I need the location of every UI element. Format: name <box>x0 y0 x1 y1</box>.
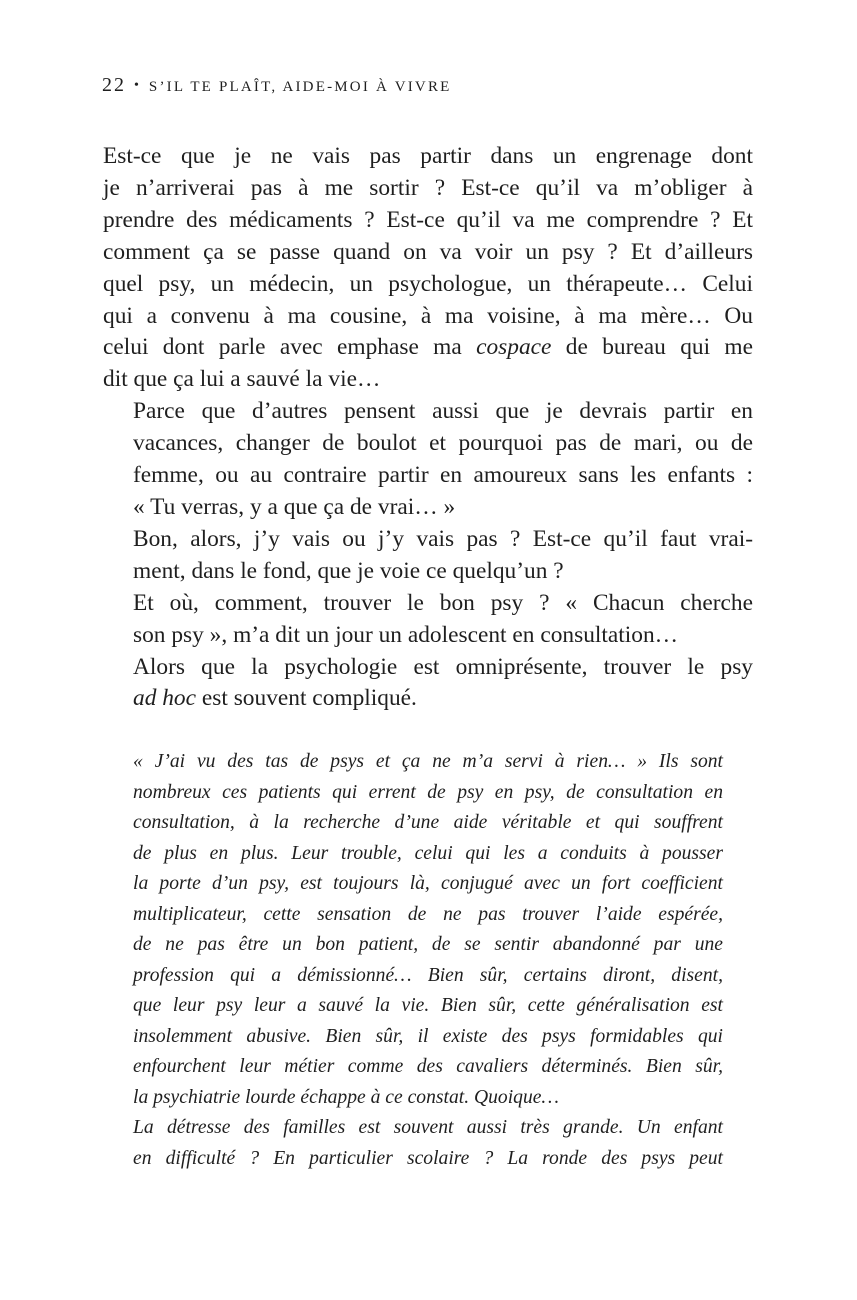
text-line: Et où, comment, trouver le bon psy ? « Chacun cherche <box>133 589 753 616</box>
text-line: qui a convenu à ma cousine, à ma voisine, à ma mère… Ou <box>103 302 753 329</box>
text-line: ment, dans le fond, que je voie ce quelqu’un ? <box>133 557 564 584</box>
paragraph-1 <box>103 141 753 396</box>
running-title: S’IL TE PLAÎT, AIDE-MOI À VIVRE <box>148 79 452 95</box>
excerpt-line: La détresse des familles est souvent aussi très grande. Un enfant <box>133 1117 723 1138</box>
excerpt-line: la porte d’un psy, est toujours là, conjugué avec un fort coefficient <box>133 873 723 894</box>
excerpt-line: nombreux ces patients qui errent de psy en psy, de consultation en <box>133 781 723 803</box>
emphasis-ad-hoc: ad hoc <box>133 685 197 712</box>
italic-excerpt <box>133 747 723 1174</box>
text-line: vacances, changer de boulot et pourquoi pas de mari, ou de <box>133 430 753 457</box>
text-line: dit que ça lui a sauvé la vie… <box>103 366 381 393</box>
page-number: 22 <box>102 74 126 96</box>
excerpt-line: en difficulté ? En particulier scolaire ? La ronde des psys peut <box>133 1147 723 1169</box>
paragraph-3 <box>103 524 753 588</box>
body-text <box>103 141 753 715</box>
text-line: « Tu verras, y a que ça de vrai… » <box>133 493 456 520</box>
excerpt-line: insolemment abusive. Bien sûr, il existe des psys formidables qui <box>133 1025 723 1047</box>
paragraph-2 <box>103 396 753 524</box>
running-header <box>102 74 452 97</box>
paragraph-4 <box>103 588 753 652</box>
text-segment: de bureau qui me <box>551 334 754 361</box>
excerpt-line: consultation, à la recherche d’une aide véritable et qui souffrent <box>133 812 723 833</box>
excerpt-line: que leur psy leur a sauvé la vie. Bien sûr, cette généralisation est <box>133 995 723 1016</box>
text-segment: celui dont parle avec emphase ma <box>103 334 477 361</box>
text-line: comment ça se passe quand on va voir un psy ? Et d’ailleurs <box>103 238 753 265</box>
paragraph-5 <box>103 652 753 716</box>
excerpt-paragraph-2 <box>133 1113 723 1174</box>
text-line: quel psy, un médecin, un psychologue, un thérapeute… Celui <box>103 270 753 297</box>
excerpt-line: la psychiatrie lourde échappe à ce constat. Quoique… <box>133 1086 559 1108</box>
text-line: Alors que la psychologie est omniprésente, trouver le psy <box>133 653 753 680</box>
text-line <box>103 683 753 715</box>
excerpt-line: « J’ai vu des tas de psys et ça ne m’a servi à rien… » Ils sont <box>133 751 723 772</box>
text-line: Est-ce que je ne vais pas partir dans un engrenage dont <box>103 143 753 169</box>
text-line: prendre des médicaments ? Est-ce qu’il va me comprendre ? Et <box>103 206 753 233</box>
emphasis-cospace: cospace <box>476 334 552 361</box>
header-bullet: • <box>134 78 140 93</box>
excerpt-paragraph-1 <box>133 747 723 1113</box>
excerpt-line: de plus en plus. Leur trouble, celui qui les a conduits à pousser <box>133 842 723 864</box>
text-line: Bon, alors, j’y vais ou j’y vais pas ? Est-ce qu’il faut vrai- <box>133 525 753 552</box>
excerpt-line: profession qui a démissionné… Bien sûr, certains diront, disent, <box>133 964 723 986</box>
text-line: femme, ou au contraire partir en amoureux sans les enfants : <box>133 462 753 489</box>
text-line: je n’arriverai pas à me sortir ? Est-ce qu’il va m’obliger à <box>103 174 753 201</box>
excerpt-line: multiplicateur, cette sensation de ne pas trouver l’aide espérée, <box>133 903 723 925</box>
text-segment: est souvent compliqué. <box>196 685 417 712</box>
text-line: Parce que d’autres pensent aussi que je devrais partir en <box>133 398 753 425</box>
excerpt-line: de ne pas être un bon patient, de se sentir abandonné par une <box>133 934 723 955</box>
excerpt-line: enfourchent leur métier comme des cavaliers déterminés. Bien sûr, <box>133 1056 723 1077</box>
text-line: son psy », m’a dit un jour un adolescent en consultation… <box>133 621 679 648</box>
text-line <box>103 332 753 364</box>
